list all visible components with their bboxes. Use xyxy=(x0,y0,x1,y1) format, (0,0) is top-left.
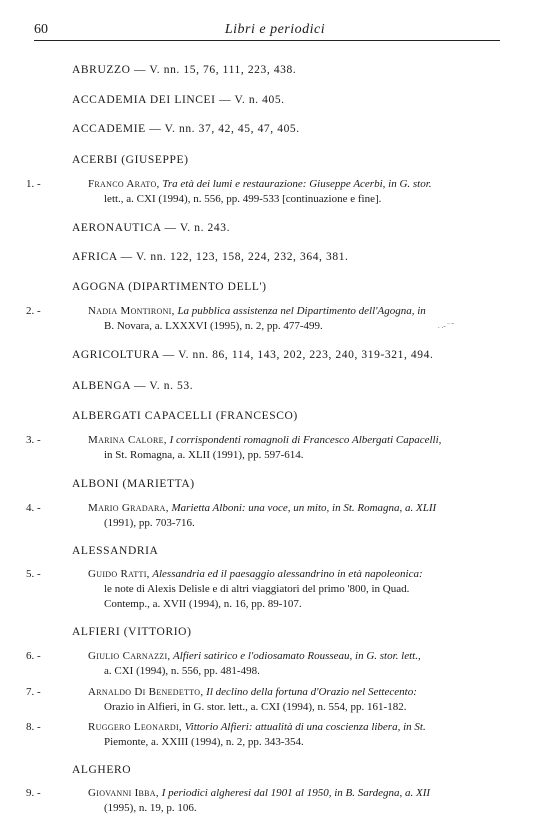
entry-author: Arnaldo Di Benedetto, xyxy=(88,686,204,698)
entry-line: Il declino della fortuna d'Orazio nel Settecento: xyxy=(203,686,417,698)
entry-line: Contemp., a. XVII (1994), n. 16, pp. 89-107. xyxy=(104,598,302,610)
entry-5 xyxy=(26,567,500,612)
heading-abruzzo: ABRUZZO — V. nn. 15, 76, 111, 223, 438. xyxy=(72,64,297,76)
entry-number: 8. - xyxy=(26,721,41,733)
entry-line: (1991), pp. 703-716. xyxy=(104,517,195,529)
entry-number: 3. - xyxy=(26,434,41,446)
entry-3 xyxy=(26,433,500,463)
entry-4 xyxy=(26,501,500,531)
entry-2 xyxy=(26,304,500,334)
entry-line: La pubblica assistenza nel Dipartimento dell'Agogna, in xyxy=(174,305,426,317)
entry-line: Alessandria ed il paesaggio alessandrino in età napoleonica: xyxy=(149,568,423,580)
entry-line: Tra età dei lumi e restaurazione: Giuseppe Acerbi, in G. stor. xyxy=(159,178,432,190)
entry-line: le note di Alexis Delisle e di altri viaggiatori del primo '800, in Quad. xyxy=(104,583,410,595)
entry-number: 5. - xyxy=(26,568,41,580)
entry-author: Giovanni Ibba, xyxy=(88,787,159,799)
entry-author: Giulio Carnazzi, xyxy=(88,650,171,662)
entry-7 xyxy=(26,685,500,715)
entry-number: 9. - xyxy=(26,787,41,799)
entry-author: Franco Arato, xyxy=(88,178,160,190)
entry-8 xyxy=(26,720,500,750)
heading-albergati: ALBERGATI CAPACELLI (FRANCESCO) xyxy=(72,410,298,422)
entry-6 xyxy=(26,649,500,679)
entry-line: B. Novara, a. LXXXVI (1995), n. 2, pp. 477-499. xyxy=(104,320,323,332)
entry-number: 6. - xyxy=(26,650,41,662)
entry-number: 7. - xyxy=(26,686,41,698)
entry-line: Alfieri satirico e l'odiosamato Rousseau, in G. stor. lett., xyxy=(170,650,421,662)
heading-accademia-lincei: ACCADEMIA DEI LINCEI — V. n. 405. xyxy=(72,94,285,106)
entry-number: 4. - xyxy=(26,502,41,514)
entry-author: Nadia Montironi, xyxy=(88,305,175,317)
heading-africa: AFRICA — V. nn. 122, 123, 158, 224, 232, 364, 381. xyxy=(72,251,349,263)
entry-line: Piemonte, a. XXIII (1994), n. 2, pp. 343-354. xyxy=(104,736,304,748)
entry-line: Orazio in Alfieri, in G. stor. lett., a. CXI (1994), n. 554, pp. 161-182. xyxy=(104,701,407,713)
header-rule xyxy=(34,40,500,41)
entry-author: Marina Calore, xyxy=(88,434,167,446)
entry-line: a. CXI (1994), n. 556, pp. 481-498. xyxy=(104,665,260,677)
running-title: Libri e periodici xyxy=(224,22,326,37)
heading-agricoltura: AGRICOLTURA — V. nn. 86, 114, 143, 202, 223, 240, 319-321, 494. xyxy=(72,349,434,361)
entry-line: I corrispondenti romagnoli di Francesco Albergati Capacelli, xyxy=(166,434,442,446)
entry-number: 2. - xyxy=(26,305,41,317)
entry-author: Ruggero Leonardi, xyxy=(88,721,182,733)
entry-line: lett., a. CXI (1994), n. 556, pp. 499-533 [continuazione e fine]. xyxy=(104,193,382,205)
entry-number: 1. - xyxy=(26,178,41,190)
heading-alboni: ALBONI (MARIETTA) xyxy=(72,478,195,490)
heading-aeronautica: AERONAUTICA — V. n. 243. xyxy=(72,222,231,234)
page-number: 60 xyxy=(34,22,48,37)
heading-alessandria: ALESSANDRIA xyxy=(72,545,159,557)
heading-agogna: AGOGNA (DIPARTIMENTO DELL') xyxy=(72,281,267,293)
heading-alfieri: ALFIERI (VITTORIO) xyxy=(72,626,192,638)
heading-alghero: ALGHERO xyxy=(72,764,132,776)
entry-author: Mario Gradara, xyxy=(88,502,169,514)
entry-line: in St. Romagna, a. XLII (1991), pp. 597-614. xyxy=(104,449,304,461)
heading-albenga: ALBENGA — V. n. 53. xyxy=(72,380,194,392)
entry-line: Marietta Alboni: una voce, un mito, in St. Romagna, a. XLII xyxy=(168,502,437,514)
heading-acerbi: ACERBI (GIUSEPPE) xyxy=(72,154,189,166)
heading-accademie: ACCADEMIE — V. nn. 37, 42, 45, 47, 405. xyxy=(72,123,300,135)
entry-9 xyxy=(26,786,500,816)
entry-line: Vittorio Alfieri: attualità di una coscienza libera, in St. xyxy=(181,721,426,733)
entry-line: I periodici algheresi dal 1901 al 1950, in B. Sardegna, a. XII xyxy=(158,787,431,799)
entry-line: (1995), n. 19, p. 106. xyxy=(104,802,197,814)
print-speck: . .- ¨ ˜ xyxy=(438,322,454,330)
entry-1 xyxy=(26,177,500,207)
entry-author: Guido Ratti, xyxy=(88,568,150,580)
